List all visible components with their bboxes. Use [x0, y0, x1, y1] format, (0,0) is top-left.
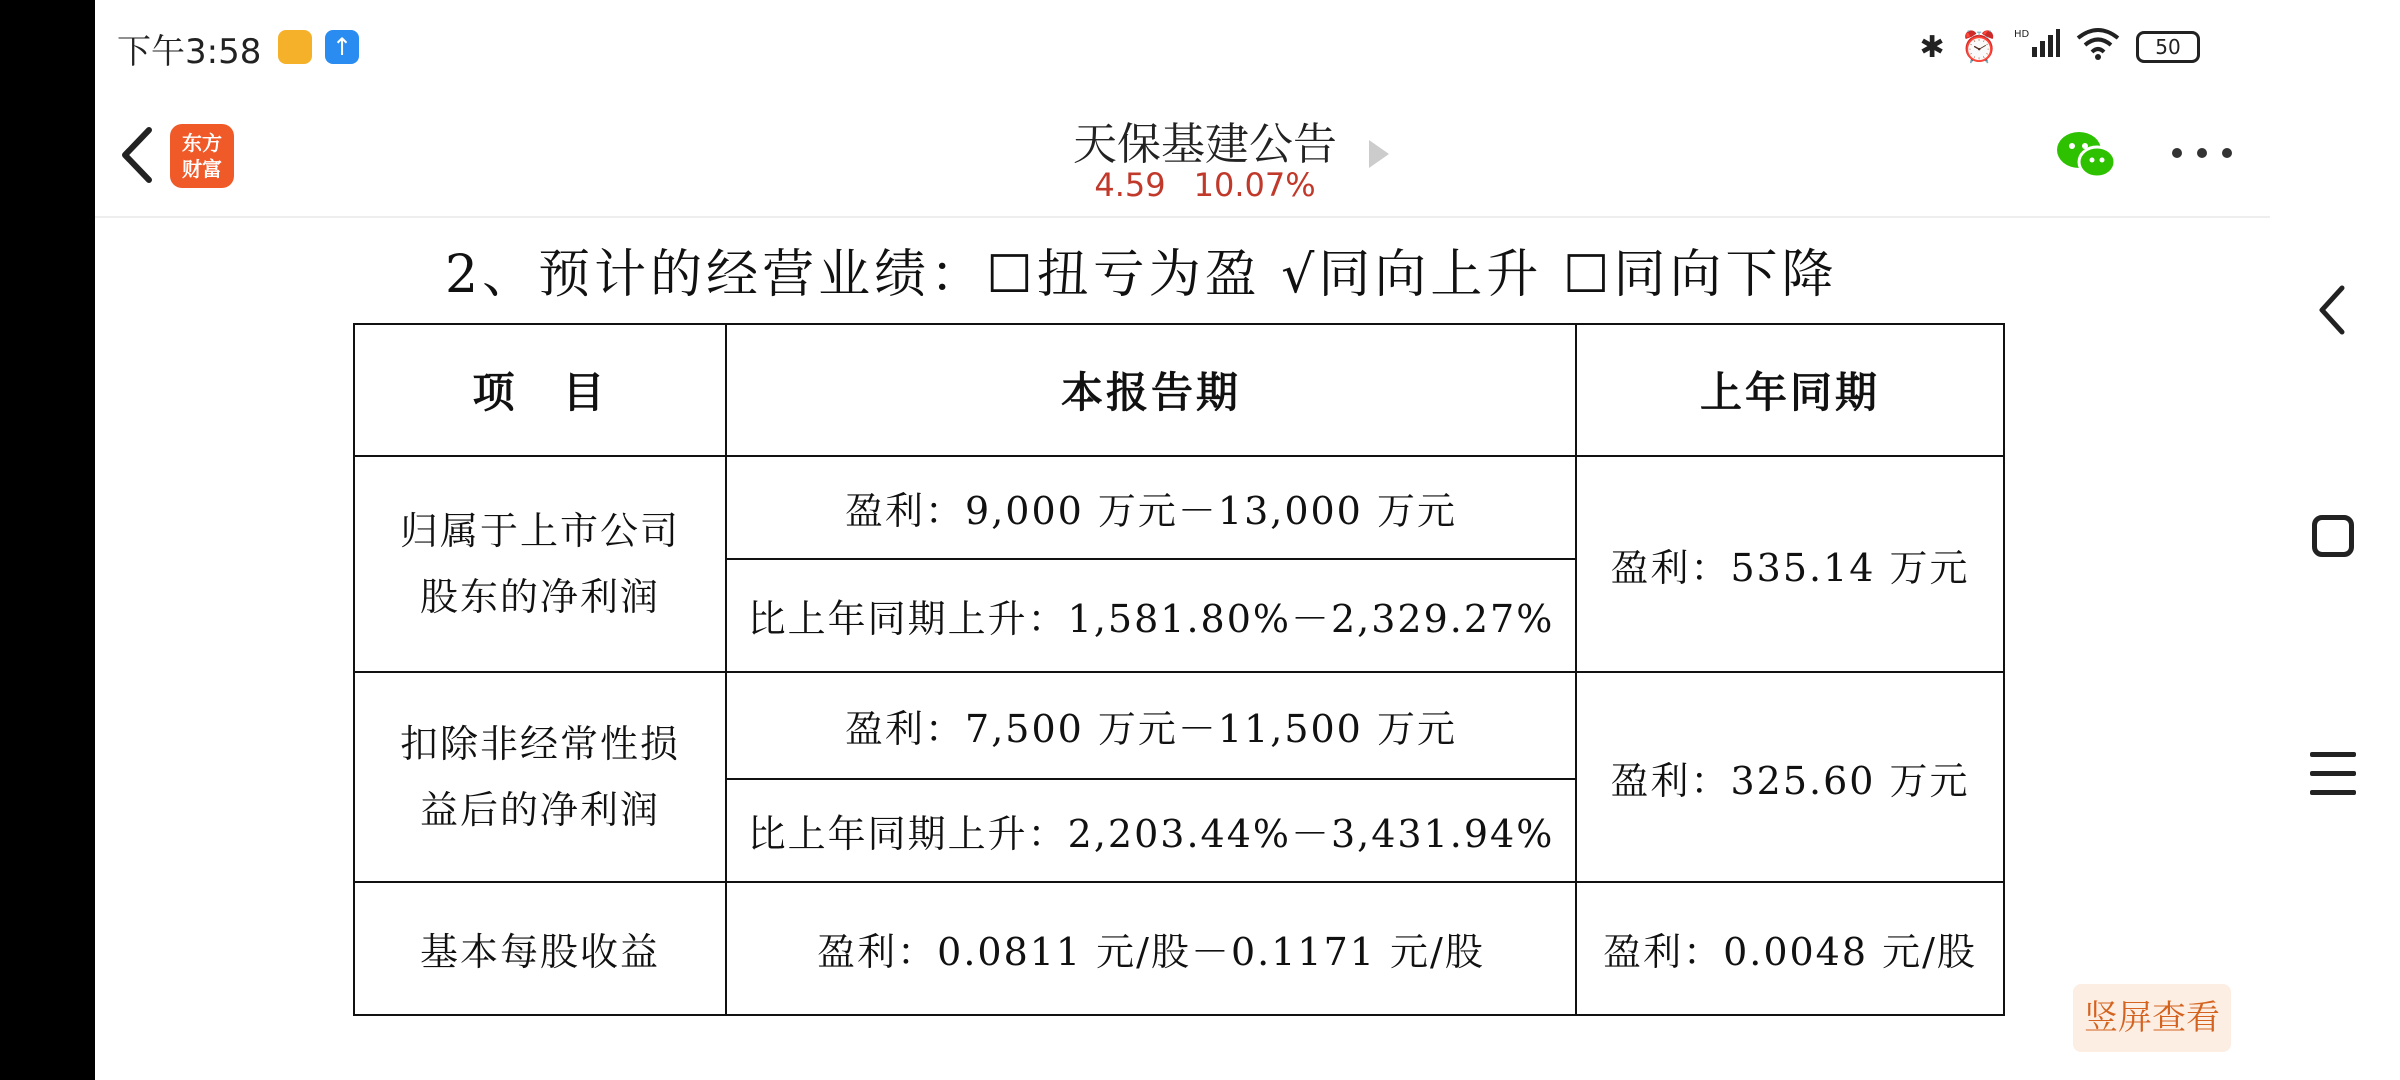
upload-notification-icon: ↑	[325, 30, 359, 64]
hd-label: HD	[2014, 29, 2030, 40]
table-row	[354, 456, 2004, 559]
table-cell: 比上年同期上升：2,203.44%－3,431.94%	[726, 779, 1576, 882]
system-nav-bar	[2270, 0, 2400, 1080]
battery-icon: 50	[2136, 31, 2200, 63]
brand-logo: 东方 财富	[170, 124, 234, 188]
nav-back-icon[interactable]	[2312, 280, 2352, 340]
wifi-icon	[2076, 26, 2120, 68]
table-row-label: 归属于上市公司 股东的净利润	[354, 456, 726, 672]
chevron-left-icon	[115, 120, 159, 190]
title-caret-icon[interactable]	[1369, 140, 1389, 168]
table-row-label: 扣除非经常性损 益后的净利润	[354, 672, 726, 882]
forecast-heading: 2、预计的经营业绩：☐扭亏为盈 √同向上升 ☐同向下降	[445, 245, 1838, 305]
alarm-icon: ⏰	[1960, 29, 1998, 65]
more-dots-icon[interactable]	[2172, 148, 2232, 162]
table-header-cell: 上年同期	[1576, 324, 2004, 456]
table-cell: 盈利：7,500 万元－11,500 万元	[726, 672, 1576, 779]
table-row	[354, 672, 2004, 779]
table-cell: 盈利：535.14 万元	[1576, 456, 2004, 672]
table-header-cell: 本报告期	[726, 324, 1576, 456]
table-cell: 盈利：9,000 万元－13,000 万元	[726, 456, 1576, 559]
back-button[interactable]	[115, 120, 159, 190]
portrait-view-button[interactable]: 竖屏查看	[2073, 984, 2231, 1052]
stock-change: 10.07%	[1193, 166, 1316, 204]
nav-menu-icon[interactable]	[2310, 752, 2356, 796]
table-cell: 比上年同期上升：1,581.80%－2,329.27%	[726, 559, 1576, 672]
table-row-label: 基本每股收益	[354, 882, 726, 1015]
table-cell: 盈利：0.0811 元/股－0.1171 元/股	[726, 882, 1576, 1015]
notification-app-icon	[278, 30, 312, 64]
stock-price: 4.59	[1094, 166, 1166, 204]
header-divider	[95, 216, 2270, 218]
forecast-table	[353, 323, 2005, 1016]
page-title[interactable]: 天保基建公告	[1073, 119, 1337, 170]
status-icons	[1920, 26, 2201, 68]
table-row	[354, 882, 2004, 1015]
stock-quote	[975, 166, 1435, 204]
table-header-cell: 项 目	[354, 324, 726, 456]
wechat-icon[interactable]	[2055, 128, 2119, 182]
table-cell: 盈利：325.60 万元	[1576, 672, 2004, 882]
signal-icon	[2014, 27, 2060, 67]
status-time: 下午3:58	[117, 32, 262, 72]
left-black-bar	[0, 0, 95, 1080]
table-header-row	[354, 324, 2004, 456]
table-cell: 盈利：0.0048 元/股	[1576, 882, 2004, 1015]
app-window	[95, 0, 2270, 1080]
nav-home-icon[interactable]	[2312, 515, 2354, 557]
bluetooth-icon: ✱	[1919, 29, 1945, 65]
